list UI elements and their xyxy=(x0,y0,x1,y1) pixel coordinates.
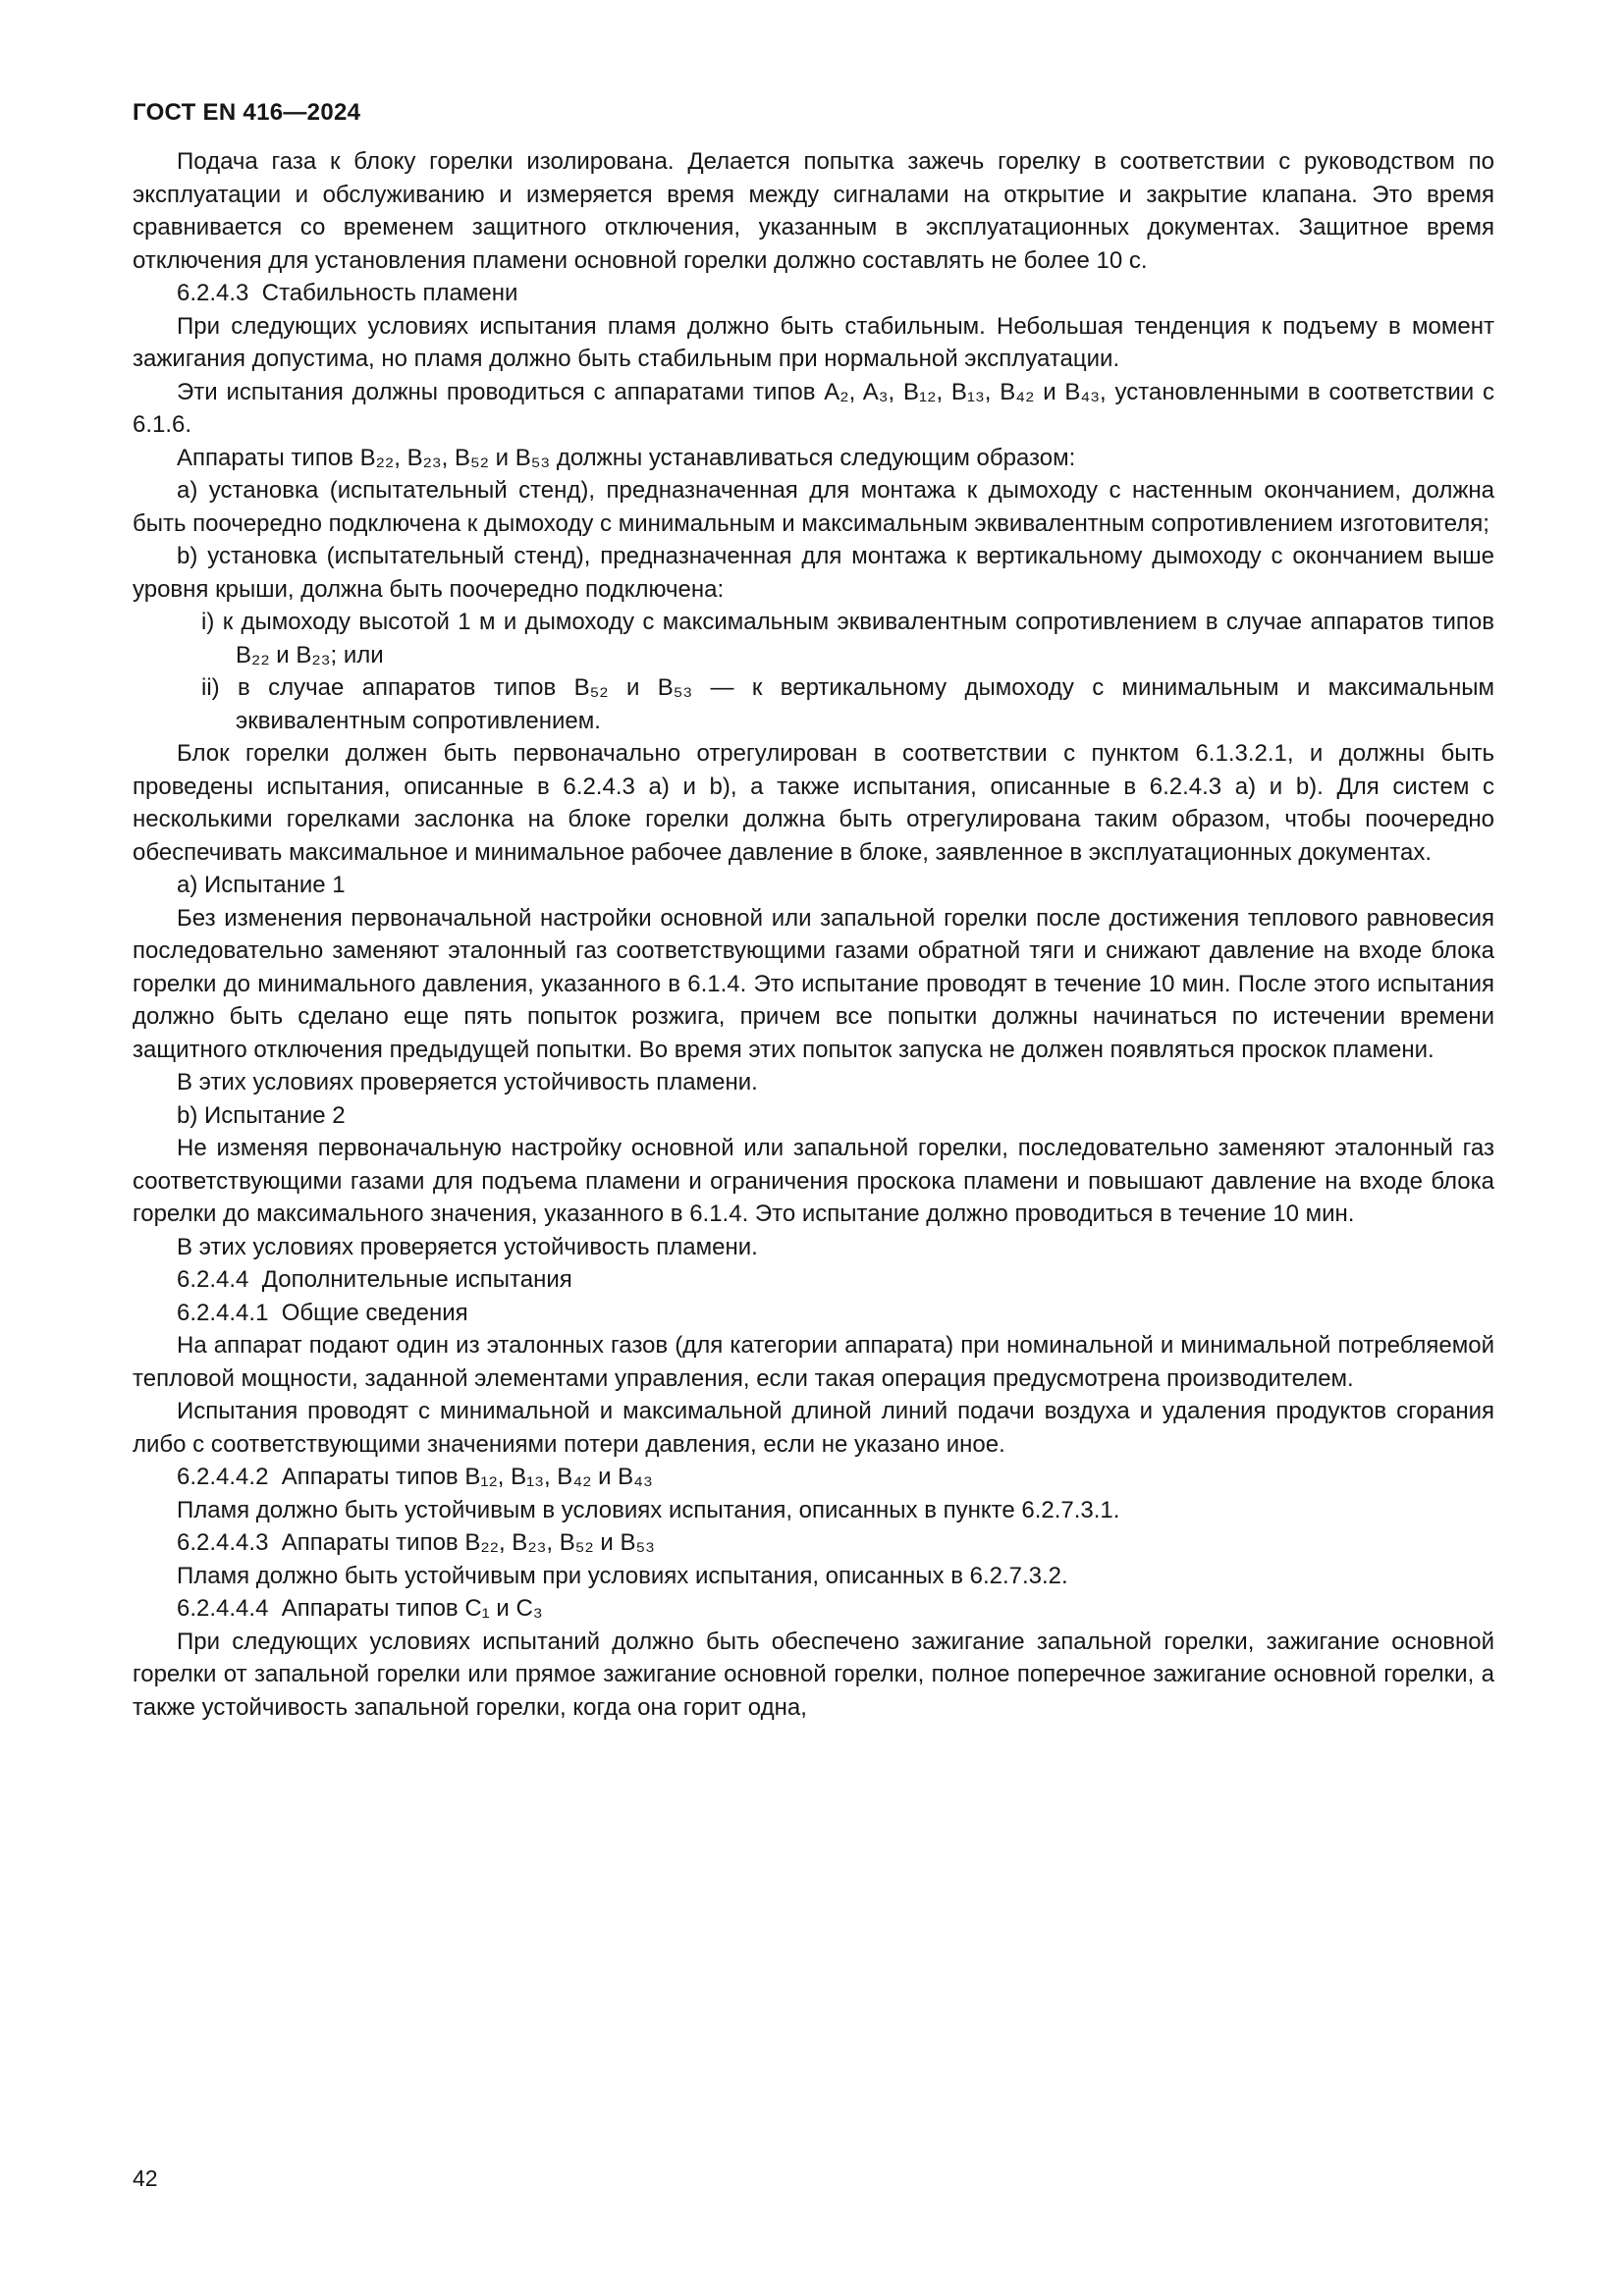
clause-heading: 6.2.4.3 Стабильность пламени xyxy=(177,280,518,306)
clause-heading: 6.2.4.4.1 Общие сведения xyxy=(177,1299,468,1326)
list-paragraph-b: b) установка (испытательный стенд), предназначенная для монтажа к вертикальному дымоходу с окончанием выше уровня крыши, должна быть поочередно подключена: xyxy=(133,543,1494,603)
paragraph: Подача газа к блоку горелки изолирована. Делается попытка зажечь горелку в соответствии с руководством по эксплуатации и обслуживанию и измеряется время между сигналами на открытие и закрытие клапана. Это время сравнивается со временем защитного отключения, указанным в эксплуатационных документах. Защитное время отключения для установления пламени основной горелки должно составлять не более 10 с. xyxy=(133,148,1494,274)
list-paragraph-a: a) установка (испытательный стенд), предназначенная для монтажа к дымоходу с настенным окончанием, должна быть поочередно подключена к дымоходу с минимальным и максимальным эквивалентным сопротивлением изготовителя; xyxy=(133,477,1494,537)
page-number: 42 xyxy=(133,2165,158,2191)
paragraph: Эти испытания должны проводиться с аппаратами типов A₂, A₃, B₁₂, B₁₃, B₄₂ и B₄₃, установленными в соответствии с 6.1.6. xyxy=(133,378,1494,438)
test-label-a: a) Испытание 1 xyxy=(177,872,346,898)
sublist-item-i: i) к дымоходу высотой 1 м и дымоходу с максимальным эквивалентным сопротивлением в случае аппаратов типов B₂₂ и B₂₃; или xyxy=(201,609,1494,668)
paragraph: На аппарат подают один из эталонных газов (для категории аппарата) при номинальной и минимальной потребляемой тепловой мощности, заданной элементами управления, если такая операция предусмотрена производителем. xyxy=(133,1332,1494,1392)
paragraph: В этих условиях проверяется устойчивость пламени. xyxy=(177,1069,758,1095)
sublist-item-ii: ii) в случае аппаратов типов B₅₂ и B₅₃ — к вертикальному дымоходу с минимальным и максимальным эквивалентным сопротивлением. xyxy=(201,674,1494,734)
clause-heading: 6.2.4.4.3 Аппараты типов B₂₂, B₂₃, B₅₂ и B₅₃ xyxy=(177,1529,655,1556)
test-label-b: b) Испытание 2 xyxy=(177,1101,346,1129)
clause-heading: 6.2.4.4 Дополнительные испытания xyxy=(177,1266,572,1293)
paragraph: При следующих условиях испытания пламя должно быть стабильным. Небольшая тенденция к подъему в момент зажигания допустима, но пламя должно быть стабильным при нормальной эксплуатации. xyxy=(133,312,1494,372)
paragraph: Пламя должно быть устойчивым при условиях испытания, описанных в 6.2.7.3.2. xyxy=(177,1562,1068,1589)
paragraph: Пламя должно быть устойчивым в условиях испытания, описанных в пункте 6.2.7.3.1. xyxy=(177,1496,1120,1523)
clause-heading: 6.2.4.4.4 Аппараты типов C₁ и C₃ xyxy=(177,1595,543,1622)
paragraph: Испытания проводят с минимальной и максимальной длиной линий подачи воздуха и удаления продуктов сгорания либо с соответствующими значениями потери давления, если не указано иное. xyxy=(133,1398,1494,1458)
clause-heading: 6.2.4.4.2 Аппараты типов B₁₂, B₁₃, B₄₂ и B₄₃ xyxy=(177,1464,653,1490)
paragraph: При следующих условиях испытаний должно быть обеспечено зажигание запальной горелки, зажигание основной горелки от запальной горелки или прямое зажигание основной горелки, полное поперечное зажигание основной горелки, а также устойчивость запальной горелки, когда она горит одна, xyxy=(133,1628,1494,1721)
paragraph: Не изменяя первоначальную настройку основной или запальной горелки, последовательно заменяют эталонный газ соответствующими газами для подъема пламени и ограничения проскока пламени и повышают давление на входе блока горелки до максимального значения, указанного в 6.1.4. Это испытание должно проводиться в течение 10 мин. xyxy=(133,1135,1494,1227)
document-standard-designation: ГОСТ EN 416—2024 xyxy=(133,99,361,126)
paragraph: Блок горелки должен быть первоначально отрегулирован в соответствии с пунктом 6.1.3.2.1, и должны быть проведены испытания, описанные в 6.2.4.3 a) и b), а также испытания, описанные в 6.2.4.3 a) и b). Для систем с несколькими горелками заслонка на блоке горелки должна быть отрегулирована таким образом, чтобы поочередно обеспечивать максимальное и минимальное рабочее давление в блоке, заявленное в эксплуатационных документах. xyxy=(133,740,1494,866)
paragraph: В этих условиях проверяется устойчивость пламени. xyxy=(177,1233,758,1260)
document-content xyxy=(133,145,1494,1724)
paragraph: Аппараты типов B₂₂, B₂₃, B₅₂ и B₅₃ должны устанавливаться следующим образом: xyxy=(177,444,1076,471)
paragraph: Без изменения первоначальной настройки основной или запальной горелки после достижения теплового равновесия последовательно заменяют эталонный газ соответствующими газами обратной тяги и снижают давление на входе блока горелки до минимального давления, указанного в 6.1.4. Это испытание проводят в течение 10 мин. После этого испытания должно быть сделано еще пять попыток розжига, причем все попытки должны начинаться по истечении времени защитного отключения предыдущей попытки. Во время этих попыток запуска не должен появляться проскок пламени. xyxy=(133,904,1494,1063)
